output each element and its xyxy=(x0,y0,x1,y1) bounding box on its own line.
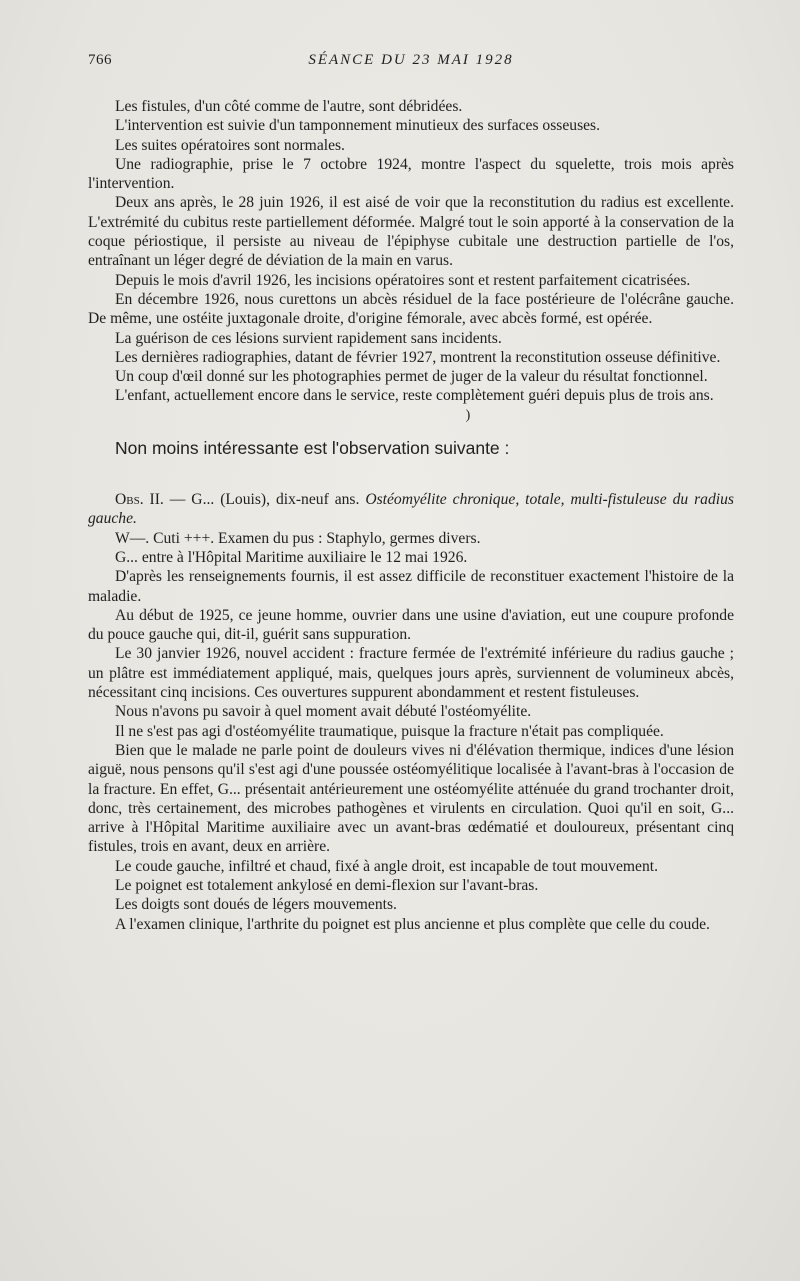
paragraph: A l'examen clinique, l'arthrite du poignet est plus ancienne et plus complète que celle du coude. xyxy=(115,915,710,933)
paragraph: Les dernières radiographies, datant de février 1927, montrent la reconstitution osseuse définitive. xyxy=(115,348,721,366)
paragraph: Les suites opératoires sont normales. xyxy=(115,136,345,154)
paragraph: La guérison de ces lésions survient rapidement sans incidents. xyxy=(115,329,502,347)
paragraph: Au début de 1925, ce jeune homme, ouvrier dans une usine d'aviation, eut une coupure profonde du pouce gauche qui, dit-il, guérit sans suppuration. xyxy=(88,606,734,644)
paragraph: D'après les renseignements fournis, il est assez difficile de reconstituer exactement l'histoire de la maladie. xyxy=(88,568,734,605)
running-header xyxy=(88,52,734,74)
observation-diagnosis: Ostéomyélite chronique, totale, multi-fistuleuse du radius gauche. xyxy=(88,491,734,528)
section-intro: Non moins intéressante est l'observation suivante : xyxy=(115,437,510,458)
running-title: SÉANCE DU 23 MAI 1928 xyxy=(308,52,514,68)
stray-mark: ) xyxy=(465,407,471,423)
observation-body xyxy=(88,529,734,934)
paragraph: L'intervention est suivie d'un tamponnement minutieux des surfaces osseuses. xyxy=(115,117,601,135)
page-number: 766 xyxy=(88,52,112,68)
paragraph: Bien que le malade ne parle point de douleurs vives ni d'élévation thermique, indices d'une lésion aiguë, nous pensons qu'il s'est agi d'une poussée ostéomyélitique localisée à l'avant-bras à l'occasion de la fracture. En effet, G... présentait antérieurement une ostéomyélite atténuée du grand trochanter droit, donc, très certainement, des microbes pathogènes et virulents en circulation. Quoi qu'il en soit, G... arrive à l'Hôpital Maritime auxiliaire avec un avant-bras œdématié et douloureux, présentant cinq fistules, trois en avant, deux en arrière. xyxy=(88,741,734,856)
observation-heading xyxy=(88,490,734,529)
paragraph: Il ne s'est pas agi d'ostéomyélite traumatique, puisque la fracture n'était pas compliquée. xyxy=(115,722,664,740)
paragraph: En décembre 1926, nous curettons un abcès résiduel de la face postérieure de l'olécrâne gauche. De même, une ostéite juxtagonale droite, d'origine fémorale, avec abcès formé, est opérée. xyxy=(88,290,734,328)
paragraph: Le coude gauche, infiltré et chaud, fixé à angle droit, est incapable de tout mouvement. xyxy=(115,857,658,875)
paragraph: Nous n'avons pu savoir à quel moment avait débuté l'ostéomyélite. xyxy=(115,703,532,721)
paragraph: Les doigts sont doués de légers mouvements. xyxy=(115,896,397,914)
observation-label: Obs. II. xyxy=(115,491,164,509)
paragraph: W—. Cuti +++. Examen du pus : Staphylo, germes divers. xyxy=(115,529,481,547)
paragraph: Les fistules, d'un côté comme de l'autre, sont débridées. xyxy=(115,98,463,115)
paragraph: Un coup d'œil donné sur les photographies permet de juger de la valeur du résultat fonctionnel. xyxy=(115,368,708,386)
paragraph: Le poignet est totalement ankylosé en demi-flexion sur l'avant-bras. xyxy=(115,876,539,894)
paragraph: Une radiographie, prise le 7 octobre 1924, montre l'aspect du squelette, trois mois après l'intervention. xyxy=(88,155,734,193)
paragraph: G... entre à l'Hôpital Maritime auxiliaire le 12 mai 1926. xyxy=(115,548,468,566)
paragraph: Le 30 janvier 1926, nouvel accident : fracture fermée de l'extrémité inférieure du radius gauche ; un plâtre est immédiatement appliqué, mais, quelques jours après, surviennent de volumineux abcès, nécessitant cinq incisions. Ces ouvertures suppurent abondamment et restent fistuleuses. xyxy=(88,645,734,702)
paragraph: Depuis le mois d'avril 1926, les incisions opératoires sont et restent parfaitement cicatrisées. xyxy=(115,271,691,289)
page-body xyxy=(88,97,734,934)
observation-patient: — G... (Louis), dix-neuf ans. xyxy=(163,491,366,509)
paragraph: Deux ans après, le 28 juin 1926, il est aisé de voir que la reconstitution du radius est excellente. L'extrémité du cubitus reste partiellement déformée. Malgré tout le soin apporté à la conservation de la coque périostique, il persiste au niveau de l'épiphyse cubitale une destruction partielle de l'os, entraînant un léger degré de déviation de la main en varus. xyxy=(88,194,734,270)
paragraph: L'enfant, actuellement encore dans le service, reste complètement guéri depuis plus de trois ans. xyxy=(115,387,714,405)
case-continuation xyxy=(88,97,734,406)
